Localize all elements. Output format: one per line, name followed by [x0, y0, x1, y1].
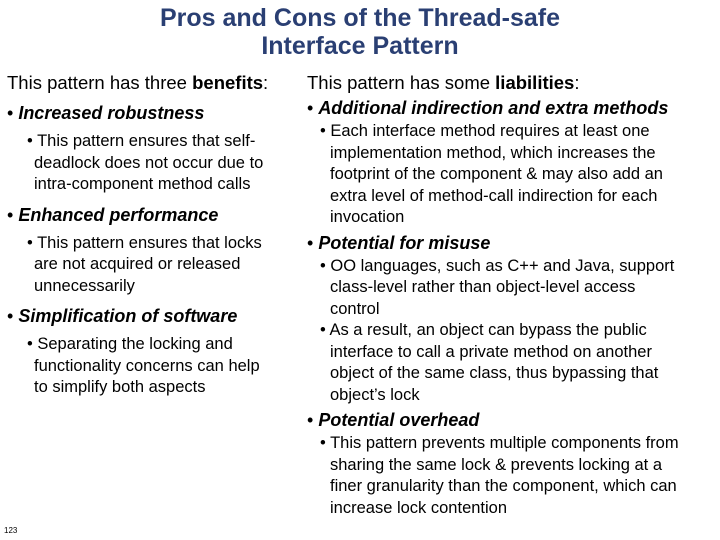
- title-line-1: Pros and Cons of the Thread-safe: [159, 4, 561, 32]
- liability-heading: • Additional indirection and extra methods: [307, 98, 669, 118]
- page-number: 123: [4, 526, 18, 535]
- liabilities-column: [307, 72, 719, 519]
- benefit-detail: • This pattern ensures that self- deadlock does not occur due to intra-component method calls: [27, 132, 264, 193]
- slide-title: [0, 4, 720, 60]
- liability-detail: • OO languages, such as C++ and Java, support class-level rather than object-level access control: [320, 256, 675, 318]
- liability-detail: • As a result, an object can bypass the public interface to call a private method on another object of the same class, thus bypassing that object’s lock: [320, 321, 659, 404]
- benefit-heading: • Increased robustness: [7, 103, 205, 123]
- liabilities-intro: This pattern has some liabilities:: [307, 72, 580, 93]
- liability-detail: • Each interface method requires at least one implementation method, which increases the footprint of the component & may also add an extra level of method-call indirection for each invocation: [320, 122, 663, 226]
- benefit-heading: • Enhanced performance: [7, 204, 219, 225]
- benefits-keyword: benefits: [192, 72, 264, 93]
- benefits-column: [7, 72, 297, 399]
- liability-heading: • Potential overhead: [307, 410, 480, 430]
- liability-detail: • This pattern prevents multiple components from sharing the same lock & prevents locking at a finer granularity than the component, which can increase lock contention: [320, 434, 679, 517]
- title-line-2: Interface Pattern: [261, 32, 459, 60]
- benefits-intro: This pattern has three benefits:: [7, 72, 269, 93]
- liabilities-keyword: liabilities: [495, 72, 575, 93]
- liability-heading: • Potential for misuse: [307, 232, 491, 253]
- benefit-detail: • Separating the locking and functionality concerns can help to simplify both aspects: [27, 335, 260, 396]
- benefit-heading: • Simplification of software: [7, 306, 238, 326]
- benefit-detail: • This pattern ensures that locks are not acquired or released unnecessarily: [27, 233, 262, 295]
